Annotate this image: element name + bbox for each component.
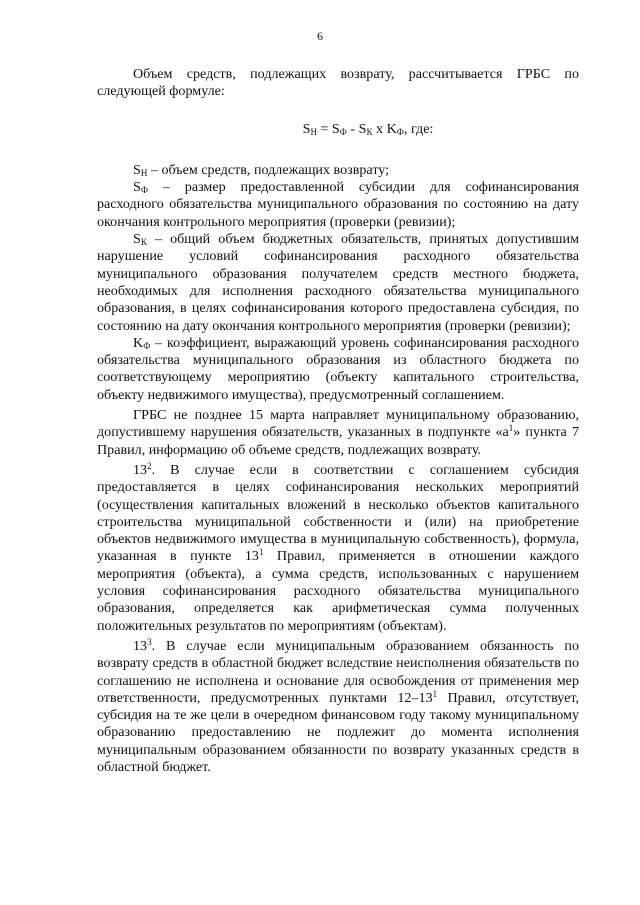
paragraph-13-3-number: 13 [133,637,148,654]
definition-sh-sub: Н [140,167,148,178]
document-body [97,66,579,776]
definition-sh [97,162,579,179]
definition-sh-symbol: S [133,161,141,178]
paragraph-13-2-number: 13 [133,461,148,478]
grbs-sup: 1 [508,423,514,434]
formula-tail: , где: [403,120,434,137]
definition-sk-text: – общий объем бюджетных обязательств, принятых допустившим нарушение условий софинансирования расходного обязательства муниципального образования получателем средств местного бюджета, необходимых для исполнения расходного обязательства муниципального образования, в целях софинансирования которого предоставлена субсидия, по состоянию на дату окончания контрольного мероприятия (проверки (ревизии); [97,231,579,334]
definition-kf-text: – коэффициент, выражающий уровень софинансирования расходного обязательства муниципального образования из областного бюджета по соответствующему мероприятию (объекту капитального строительства, объекту недвижимого имущества), предусмотренный соглашением. [97,334,579,403]
grbs-text-before: ГРБС не позднее 15 марта направляет муниципальному образованию, допустившему нарушения обязательств, указанных в подпункте «а [97,407,579,441]
formula-sh: S [302,120,311,137]
paragraph-13-3-number-sup: 3 [147,636,152,647]
paragraph-13-3-ref-sup: 1 [432,688,438,699]
formula-sf-sub: Ф [339,126,347,137]
definition-sk-symbol: S [133,231,141,248]
formula-sh-sub: Н [310,126,317,137]
definition-kf-sub: Ф [143,340,151,351]
formula-times: x K [372,120,397,137]
definition-sk [97,231,579,335]
paragraph-13-2-ref-sup: 1 [258,547,264,558]
page-number: 6 [317,29,323,43]
paragraph-13-3-text-2: Правил, отсутствует, субсидия на те же цели в очередном финансовом году такому муниципальному образованию предоставлению не подлежит до момента исполнения муниципальным образованием обязанности по возврату указанных средств в областной бюджет. [97,689,579,775]
formula-minus: - S [346,120,367,137]
definition-sf-symbol: S [133,179,141,196]
definition-sh-text: – объем средств, подлежащих возврату; [147,161,390,178]
formula [97,121,579,138]
definition-sk-sub: К [140,237,147,248]
paragraph-13-2-text-2: Правил, применяется в отношении каждого мероприятия (объекта), а сумма средств, использованных с нарушением условия софинансирования расходного обязательства муниципального образования, определяется как арифметическая сумма полученных положительных результатов по мероприятиям (объектам). [97,548,580,634]
paragraph-13-3 [97,638,579,776]
definition-sf [97,179,579,231]
definition-kf-symbol: K [133,334,144,351]
formula-eq: = S [316,120,340,137]
paragraph-13-2-number-sup: 2 [147,460,152,471]
paragraph-13-2 [97,462,579,635]
paragraph-13-3-text-1: . В случае если муниципальным образованием обязанность по возврату средств в областной бюджет вследствие неисполнения обязательств по соглашению не исполнена и основание для освобождения от применения мер ответственности, предусмотренных пунктами 12–13 [97,637,579,706]
definition-sf-text: – размер предоставленной субсидии для софинансирования расходного обязательства муниципального образования по состоянию на дату окончания контрольного мероприятия (проверки (ревизии); [97,179,579,230]
formula-sk-sub: К [366,126,373,137]
formula-kf-sub: Ф [396,126,404,137]
definition-kf [97,335,579,404]
grbs-text-after: » пункта 7 Правил, информацию об объеме средств, подлежащих возврату. [97,424,579,458]
intro-paragraph: Объем средств, подлежащих возврату, рассчитывается ГРБС по следующей формуле: [97,66,579,100]
paragraph-13-2-text-1: . В случае если в соответствии с соглашением субсидия предоставляется в целях софинансирования нескольких мероприятий (осуществления капитальных вложений в несколько объектов капитального строительства муниципальной собственности и (или) на приобретение объектов недвижимого имущества в муниципальную собственность), формула, указанная в пункте 13 [97,461,579,565]
definition-sf-sub: Ф [140,185,148,196]
grbs-paragraph [97,407,579,459]
